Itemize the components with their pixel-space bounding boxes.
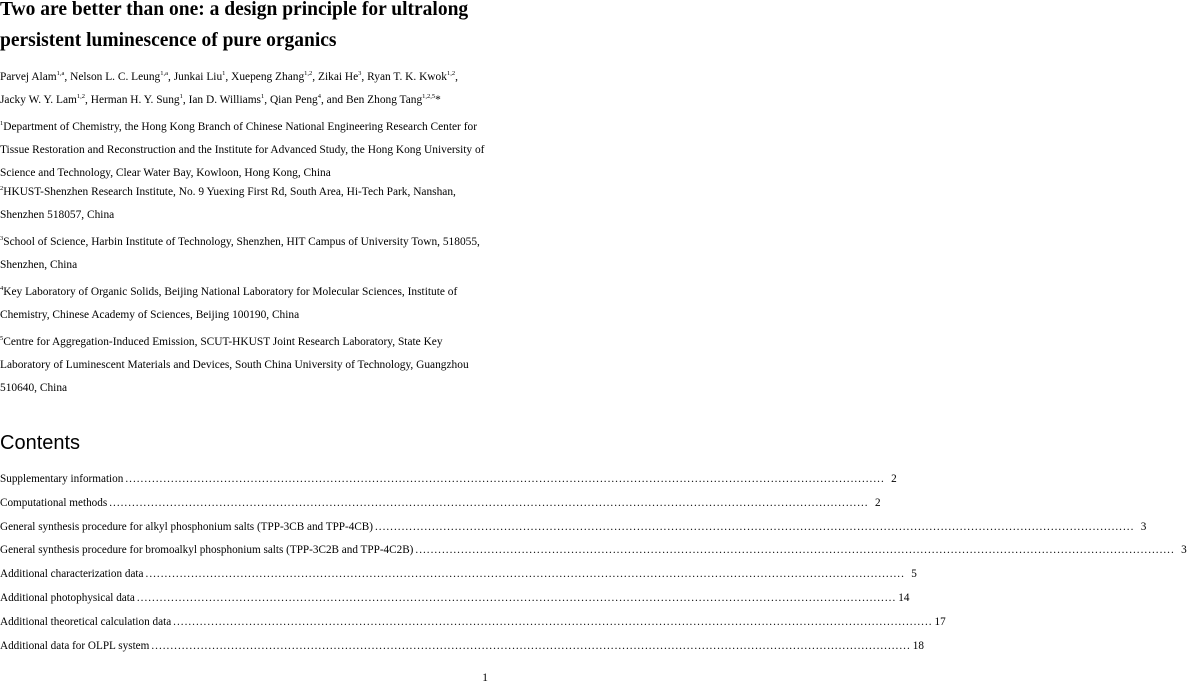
toc-dot-leader: [173, 611, 932, 635]
toc-dot-leader: [146, 563, 905, 587]
author-affiliation-mark: 1,2: [446, 70, 456, 78]
author-separator: ,: [312, 71, 318, 83]
author-affiliation-mark: 1,a: [56, 70, 65, 78]
author-affiliation-mark: 1: [222, 70, 226, 78]
author-name: Parvej Alam: [0, 71, 57, 83]
toc-entry-label[interactable]: Computational methods: [0, 496, 108, 509]
toc-dot-leader: [415, 539, 1174, 563]
author-list: [0, 66, 486, 112]
affiliation-number: 5: [0, 335, 4, 343]
toc-entry-label[interactable]: Supplementary information: [0, 473, 124, 485]
toc-entry-page[interactable]: 2: [891, 473, 897, 485]
author-name: Ryan T. K. Kwok: [367, 71, 447, 83]
author-affiliation-mark: 4: [317, 93, 321, 101]
corresponding-author-mark: *: [435, 94, 441, 106]
toc-entry[interactable]: [0, 611, 946, 635]
author-separator: ,: [361, 71, 368, 83]
affiliation-2: [0, 181, 488, 227]
affiliation-number: 1: [0, 120, 4, 128]
author-affiliation-mark: 1: [261, 93, 265, 101]
author-separator: ,: [64, 71, 71, 83]
affiliation-number: 3: [0, 235, 4, 243]
toc-dot-leader: [125, 468, 884, 492]
affiliation-text: Department of Chemistry, the Hong Kong Branch of Chinese National Engineering Research Center for Tissue Restoration and Reconstruction and the Institute for Advanced Study, the Hong Kong University of Science and Technology, Clear Water Bay, Kowloon, Hong Kong, China: [0, 121, 485, 179]
toc-entry-page[interactable]: 5: [911, 568, 917, 581]
author-name: Qian Peng: [269, 94, 318, 106]
toc-entry-page[interactable]: 17: [934, 615, 946, 628]
toc-entry-page[interactable]: 2: [875, 496, 881, 509]
author-affiliation-mark: 1,2: [304, 70, 313, 78]
author-name: Jacky W. Y. Lam: [0, 94, 77, 106]
author-name: Nelson L. C. Leung: [70, 71, 161, 83]
affiliation-text: Centre for Aggregation-Induced Emission, SCUT-HKUST Joint Research Laboratory, State Key Laboratory of Luminescent Materials and Devices, South China University of Technology, Guangzhou 510640, China: [0, 336, 469, 394]
author-separator: ,: [264, 94, 270, 106]
toc-dot-leader: [109, 492, 868, 516]
paper-title: [0, 0, 480, 56]
affiliation-text: School of Science, Harbin Institute of Technology, Shenzhen, HIT Campus of University Town, 518055, Shenzhen, China: [0, 236, 480, 271]
affiliation-3: [0, 231, 488, 277]
author-affiliation-mark: 1,a: [160, 70, 169, 78]
affiliation-text: HKUST-Shenzhen Research Institute, No. 9 Yuexing First Rd, South Area, Hi-Tech Park, Nanshan, Shenzhen 518057, China: [0, 186, 456, 221]
author-separator: ,: [168, 71, 174, 83]
author-name: Ben Zhong Tang: [345, 94, 423, 106]
toc-entry[interactable]: [0, 587, 910, 611]
toc-entry[interactable]: [0, 468, 897, 492]
author-name: Xuepeng Zhang: [231, 71, 305, 83]
paper-title-line-1: Two are better than one: a design principle for ultralong: [0, 0, 469, 20]
toc-dot-leader: [375, 516, 1134, 540]
toc-entry[interactable]: [0, 492, 881, 516]
toc-entry-label[interactable]: Additional theoretical calculation data: [0, 615, 172, 628]
affiliation-number: 4: [0, 285, 4, 293]
author-separator: ,: [182, 94, 189, 106]
author-affiliation-mark: 1,2,5: [422, 93, 436, 101]
toc-entry-label[interactable]: Additional characterization data: [0, 568, 144, 581]
author-separator: ,: [225, 71, 232, 83]
paper-title-line-2: persistent luminescence of pure organics: [0, 30, 337, 51]
contents-heading: Contents: [0, 432, 81, 454]
author-separator: , and: [320, 94, 346, 106]
page-number: 1: [482, 672, 488, 684]
author-name: Zikai He: [318, 71, 359, 83]
toc-entry-page[interactable]: 3: [1140, 520, 1147, 533]
author-affiliation-mark: 3: [358, 70, 362, 78]
author-affiliation-mark: 1: [179, 93, 183, 101]
toc-dot-leader: [137, 587, 896, 611]
author-affiliation-mark: 1,2: [76, 93, 86, 101]
table-of-contents: [0, 468, 1187, 658]
toc-entry-page[interactable]: 18: [912, 639, 924, 652]
toc-entry-page[interactable]: 14: [898, 591, 910, 604]
affiliation-text: Key Laboratory of Organic Solids, Beijing National Laboratory for Molecular Sciences, Institute of Chemistry, Chinese Academy of Sciences, Beijing 100190, China: [0, 286, 458, 321]
toc-entry[interactable]: [0, 516, 1147, 540]
toc-dot-leader: [151, 635, 910, 659]
affiliation-4: [0, 281, 488, 327]
affiliation-number: 2: [0, 185, 4, 193]
toc-entry-label[interactable]: General synthesis procedure for alkyl phosphonium salts (TPP-3CB and TPP-4CB): [0, 520, 373, 533]
affiliation-5: [0, 331, 488, 400]
toc-entry-label[interactable]: General synthesis procedure for bromoalkyl phosphonium salts (TPP-3C2B and TPP-4C2B): [0, 544, 414, 557]
author-name: Herman H. Y. Sung: [90, 94, 180, 106]
author-separator: ,: [455, 71, 458, 83]
affiliation-1: [0, 116, 488, 185]
toc-entry[interactable]: [0, 539, 1187, 563]
author-separator: ,: [85, 94, 91, 106]
author-name: Ian D. Williams: [188, 94, 261, 106]
toc-entry-page[interactable]: 3: [1181, 544, 1187, 557]
toc-entry-label[interactable]: Additional photophysical data: [0, 591, 135, 604]
author-name: Junkai Liu: [173, 71, 223, 83]
toc-entry[interactable]: [0, 635, 924, 659]
toc-entry-label[interactable]: Additional data for OLPL system: [0, 639, 150, 652]
toc-entry[interactable]: [0, 563, 917, 587]
